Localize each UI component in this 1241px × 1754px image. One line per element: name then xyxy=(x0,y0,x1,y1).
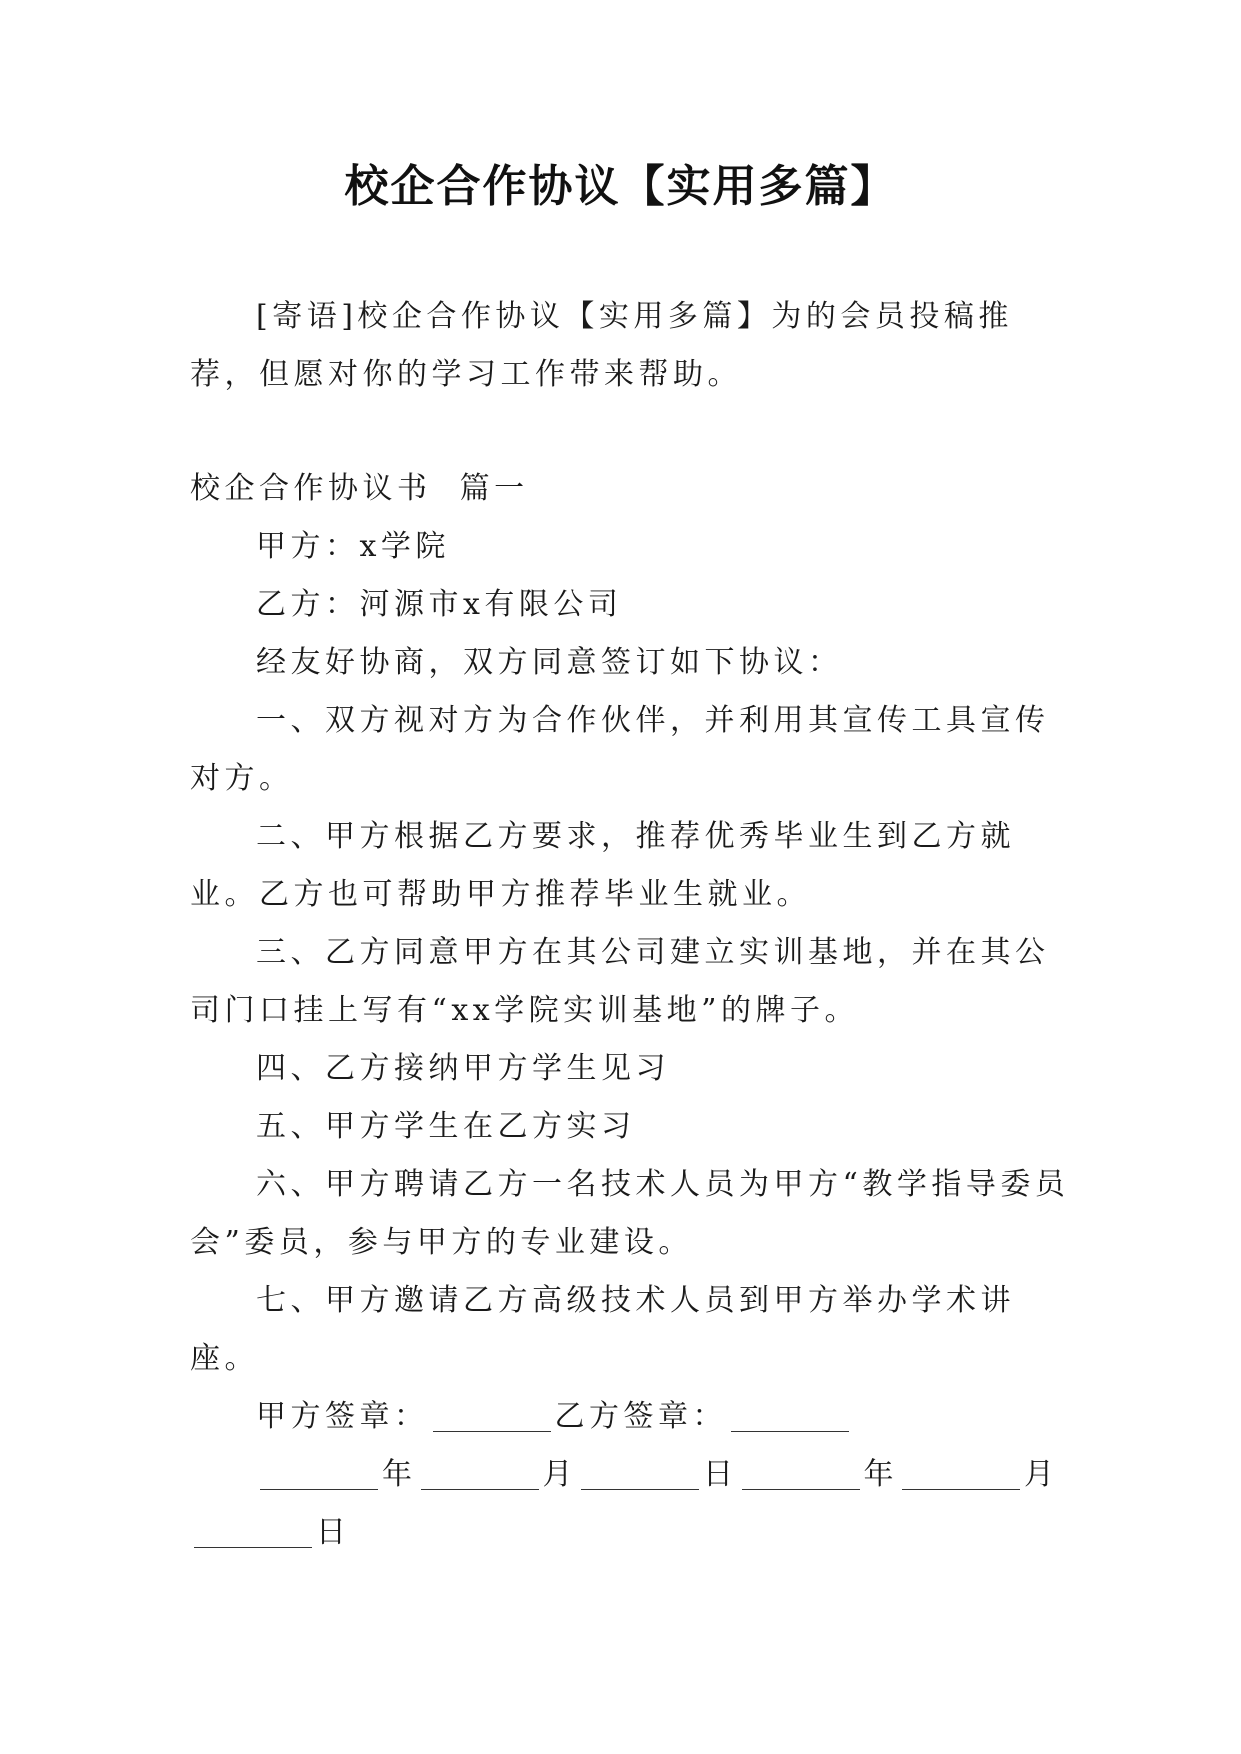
party-a-day-label: 日 xyxy=(703,1457,738,1492)
intro-block xyxy=(190,288,1070,404)
party-a-signature-blank xyxy=(433,1401,551,1432)
date-line xyxy=(190,1446,1070,1562)
section-heading: 校企合作协议书 篇一 xyxy=(190,471,529,506)
party-a-day-blank xyxy=(581,1459,699,1490)
clause-1: 一、双方视对方为合作伙伴，并利用其宣传工具宣传对方。 xyxy=(190,703,1050,796)
party-a-line: 甲方：x学院 xyxy=(256,529,450,564)
party-b-signature-blank xyxy=(731,1401,849,1432)
intro-paragraph: [寄语]校企合作协议【实用多篇】为的会员投稿推荐，但愿对你的学习工作带来帮助。 xyxy=(190,299,1013,392)
clause-5: 五、甲方学生在乙方实习 xyxy=(256,1109,636,1144)
party-b-year-blank xyxy=(742,1459,860,1490)
document-title: 校企合作协议【实用多篇】 xyxy=(344,161,897,212)
party-a-year-label: 年 xyxy=(382,1457,417,1492)
party-a-signature-label: 甲方签章： xyxy=(256,1399,429,1434)
party-b-year-label: 年 xyxy=(863,1457,898,1492)
party-b-day-label: 日 xyxy=(316,1515,351,1550)
party-a-year-blank xyxy=(260,1459,378,1490)
agreement-body xyxy=(190,460,1070,1562)
clause-7: 七、甲方邀请乙方高级技术人员到甲方举办学术讲座。 xyxy=(190,1283,1015,1376)
agreement-intro-line: 经友好协商，双方同意签订如下协议： xyxy=(256,645,843,680)
clause-6: 六、甲方聘请乙方一名技术人员为甲方“教学指导委员会”委员，参与甲方的专业建设。 xyxy=(190,1167,1070,1260)
party-b-month-label: 月 xyxy=(1024,1457,1059,1492)
clause-2: 二、甲方根据乙方要求，推荐优秀毕业生到乙方就业。乙方也可帮助甲方推荐毕业生就业。 xyxy=(190,819,1015,912)
party-b-line: 乙方：河源市x有限公司 xyxy=(256,587,623,622)
signature-line xyxy=(190,1388,1070,1446)
party-a-month-blank xyxy=(421,1459,539,1490)
party-b-month-blank xyxy=(902,1459,1020,1490)
clause-3: 三、乙方同意甲方在其公司建立实训基地，并在其公司门口挂上写有“xx学院实训基地”的牌子。 xyxy=(190,935,1050,1028)
party-b-signature-label: 乙方签章： xyxy=(554,1399,727,1434)
party-a-month-label: 月 xyxy=(542,1457,577,1492)
party-b-day-blank xyxy=(194,1517,312,1548)
clause-4: 四、乙方接纳甲方学生见习 xyxy=(256,1051,670,1086)
